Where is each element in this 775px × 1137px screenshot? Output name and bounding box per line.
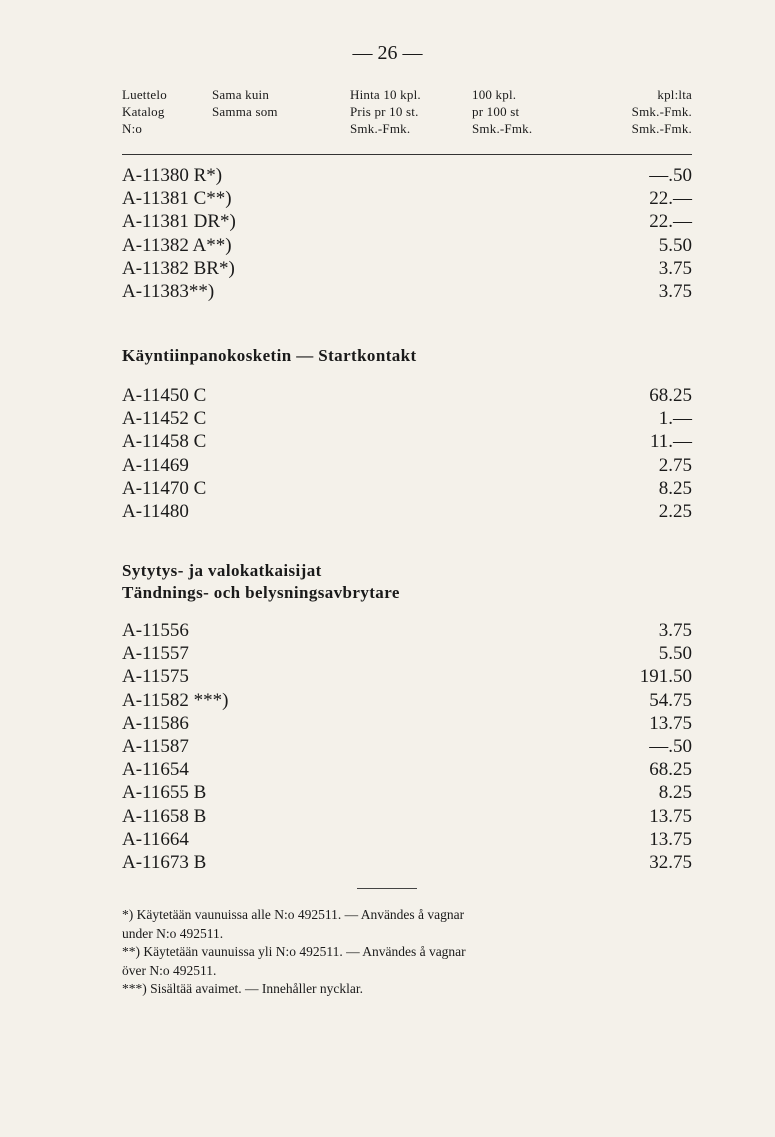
part-price: 32.75	[649, 851, 692, 873]
table-row	[122, 500, 692, 523]
part-price: 2.25	[658, 500, 692, 522]
parts-list-group-2	[122, 384, 692, 523]
part-price: —.50	[649, 165, 692, 186]
header-price-10: Hinta 10 kpl. Pris pr 10 st. Smk.-Fmk.	[350, 87, 421, 136]
table-row	[122, 430, 692, 453]
part-number: A-11654	[122, 759, 189, 781]
table-row	[122, 689, 692, 712]
table-row	[122, 234, 692, 257]
table-row	[122, 280, 692, 303]
table-row	[122, 665, 692, 688]
part-number: A-11380 R*)	[122, 165, 223, 186]
part-number: A-11458 C	[122, 431, 207, 453]
part-number: A-11382 BR*)	[122, 257, 235, 279]
part-price: 22.—	[649, 188, 692, 210]
part-price: 1.—	[658, 408, 692, 430]
part-price: 8.25	[658, 477, 692, 499]
section-title-start-contact: Käyntiinpanokosketin — Startkontakt	[122, 346, 417, 365]
part-price: 5.50	[658, 643, 692, 665]
part-number: A-11557	[122, 643, 189, 665]
part-number: A-11450 C	[122, 385, 207, 406]
part-number: A-11582 ***)	[122, 689, 229, 711]
part-price: 2.75	[658, 454, 692, 476]
footnote-1-line-2: under N:o 492511.	[122, 925, 224, 941]
header-same-as: Sama kuin Samma som	[212, 87, 278, 119]
footnote-1-line-1: *) Käytetään vaunuissa alle N:o 492511. — Användes å vagnar	[122, 907, 465, 922]
section-title-ignition-switches-fi: Sytytys- ja valokatkaisijat	[122, 561, 322, 580]
page-number: — 26 —	[352, 42, 423, 64]
table-row	[122, 407, 692, 430]
part-number: A-11586	[122, 712, 189, 734]
table-row	[122, 210, 692, 233]
table-row	[122, 851, 692, 874]
part-price: 11.—	[649, 431, 692, 453]
part-number: A-11658 B	[122, 805, 207, 827]
part-price: 3.75	[658, 620, 692, 641]
part-number: A-11381 DR*)	[122, 211, 236, 233]
part-number: A-11469	[122, 454, 189, 476]
table-row	[122, 758, 692, 781]
part-price: 22.—	[649, 211, 692, 233]
part-number: A-11673 B	[122, 851, 207, 873]
header-price-each: kpl:lta Smk.-Fmk. Smk.-Fmk.	[631, 87, 692, 136]
part-number: A-11587	[122, 735, 189, 757]
part-price: 8.25	[658, 782, 692, 804]
table-row	[122, 187, 692, 210]
part-price: 3.75	[658, 280, 692, 302]
table-row	[122, 642, 692, 665]
part-price: 54.75	[649, 689, 692, 711]
part-price: 191.50	[639, 666, 692, 688]
part-number: A-11655 B	[122, 782, 207, 804]
part-number: A-11382 A**)	[122, 234, 232, 256]
header-divider	[122, 154, 692, 155]
footnote-3: ***) Sisältää avaimet. — Innehåller nycklar.	[122, 981, 364, 996]
table-row	[122, 477, 692, 500]
section-title-ignition-switches-sv: Tändnings- och belysningsavbrytare	[122, 583, 400, 602]
table-row	[122, 619, 692, 642]
table-row	[122, 805, 692, 828]
table-row	[122, 735, 692, 758]
part-price: 13.75	[649, 712, 692, 734]
part-price: 68.25	[649, 759, 692, 781]
footnote-divider	[357, 888, 417, 889]
part-number: A-11452 C	[122, 408, 207, 430]
table-row	[122, 828, 692, 851]
part-number: A-11381 C**)	[122, 188, 232, 210]
part-number: A-11383**)	[122, 280, 215, 302]
table-row	[122, 454, 692, 477]
part-number: A-11556	[122, 620, 189, 641]
table-row	[122, 712, 692, 735]
part-number: A-11480	[122, 500, 189, 522]
table-row	[122, 781, 692, 804]
footnote-2-line-1: **) Käytetään vaunuissa yli N:o 492511. — Användes å vagnar	[122, 944, 466, 959]
part-price: 5.50	[658, 234, 692, 256]
parts-list-group-1	[122, 164, 692, 303]
part-number: A-11575	[122, 666, 189, 688]
header-catalog-no: Luettelo Katalog N:o	[122, 87, 167, 136]
table-row	[122, 257, 692, 280]
part-price: 68.25	[649, 385, 692, 406]
table-row	[122, 384, 692, 407]
part-price: 13.75	[649, 805, 692, 827]
footnote-2-line-2: över N:o 492511.	[122, 962, 217, 978]
part-price: —.50	[649, 735, 692, 757]
footnotes	[122, 906, 692, 999]
part-price: 3.75	[658, 257, 692, 279]
part-price: 13.75	[649, 828, 692, 850]
table-row	[122, 164, 692, 187]
parts-list-group-3	[122, 619, 692, 874]
header-price-100: 100 kpl. pr 100 st Smk.-Fmk.	[472, 87, 533, 136]
part-number: A-11664	[122, 828, 189, 850]
part-number: A-11470 C	[122, 477, 207, 499]
